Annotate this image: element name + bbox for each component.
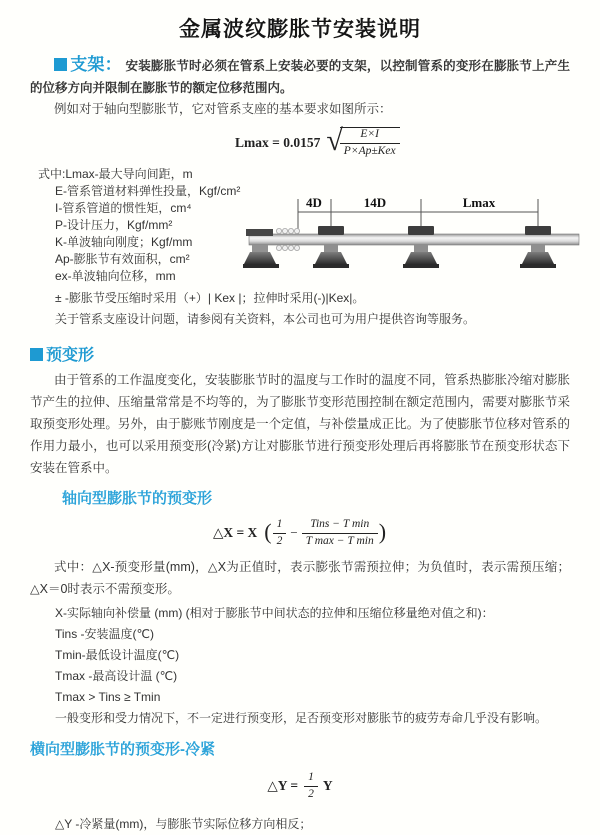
page-title: 金属波纹膨胀节安装说明 xyxy=(179,18,421,41)
definitions-and-diagram xyxy=(30,166,570,330)
lmax-formula-fraction xyxy=(340,127,400,158)
axial-note: X-实际轴向补偿量 (mm) (相对于膨胀节中间状态的拉伸和压缩位移量绝对值之和)： xyxy=(55,606,494,620)
lmax-formula-lhs: Lmax = 0.0157 xyxy=(235,134,321,150)
pipe xyxy=(249,234,579,245)
lateral-note: △Y -冷紧量(mm)，与膨胀节实际位移方向相反； xyxy=(55,817,312,831)
definition-line: K-单波轴向刚度；Kgf/mm xyxy=(55,235,193,249)
lateral-formula xyxy=(30,771,570,801)
support-intro-text: 安装膨胀节时必须在管系上安装必要的支架，以控制管系的变形在膨胀节上产生的位移方向并限制在膨胀节的额定位移范围内。 xyxy=(30,59,570,95)
support-example-line: 例如对于轴向型膨胀节，它对管系支座的基本要求如图所示： xyxy=(54,102,392,116)
blue-square-icon xyxy=(54,58,67,71)
axial-formula-lhs: △X = X xyxy=(212,525,258,540)
pipe-support-diagram xyxy=(243,190,583,290)
axial-shizhong-paragraph: 式中：△X-预变形量(mm)，△X为正值时，表示膨张节需预拉伸；为负值时，表示需预压缩；△X＝0时表示不需预变形。 xyxy=(30,560,570,596)
guide-support xyxy=(403,226,439,268)
dim-label-lmax: Lmax xyxy=(462,195,496,210)
predeform-heading-label: 预变形 xyxy=(46,347,95,364)
support-section-heading xyxy=(54,55,122,74)
axial-formula xyxy=(30,518,570,548)
definition-line: I-管系管道的惯性矩，cm⁴ xyxy=(55,201,192,215)
predeform-section-heading xyxy=(30,342,570,365)
fraction-denominator: T max − T min xyxy=(305,534,374,547)
fraction-denominator: 2 xyxy=(308,787,314,800)
minus-operator: − xyxy=(290,525,298,540)
dim-label-4d: 4D xyxy=(306,195,322,210)
axial-note: Tmin-最低设计温度(℃) xyxy=(55,648,180,662)
fraction-numerator: Tins − T min xyxy=(302,518,378,534)
definition-line: ex-单波轴向位移，mm xyxy=(55,269,176,283)
fraction-denominator: 2 xyxy=(276,534,283,547)
lateral-subsection-heading: 横向型膨胀节的预变形-冷紧 xyxy=(30,741,215,758)
support-heading-label: 支架： xyxy=(70,55,122,74)
axial-note: Tmax > Tins ≥ Tmin xyxy=(55,690,161,704)
support-intro-paragraph xyxy=(30,54,570,99)
fraction-numerator: E×I xyxy=(340,128,400,144)
definition-line: 式中:Lmax-最大导向间距，m xyxy=(38,167,193,181)
plusminus-note: ± -膨胀节受压缩时采用（+）| Kex |；拉伸时采用(-)|Kex|。 xyxy=(55,291,365,305)
axial-subsection-heading: 轴向型膨胀节的预变形 xyxy=(62,490,213,507)
radical-sign: √ xyxy=(326,123,343,157)
guide-support xyxy=(520,226,556,268)
guide-support xyxy=(313,226,349,268)
half-fraction xyxy=(304,771,318,801)
left-paren: ( xyxy=(264,519,272,544)
lateral-formula-rhs: Y xyxy=(322,778,333,793)
predeform-paragraph: 由于管系的工作温度变化，安装膨胀节时的温度与工作时的温度不同，管系热膨胀冷缩对膨胀节产生的拉伸、压缩量常常是不均等的，为了膨胀节变形范围控制在额定范围内，需要对膨胀节采取预变形处理。另外，由于膨账节刚度是一个定值，与补偿量成正比。为了使膨胀节位移对管系的作用力最小，也可以采用预变形(冷紧)方让对膨胀节进行预变形处理后再将膨胀节在预变形状态下安装在管系中。 xyxy=(30,373,570,475)
fraction-numerator: 1 xyxy=(304,771,318,787)
definition-line: Ap-膨胀节有效面积，cm² xyxy=(55,252,190,266)
lmax-formula xyxy=(235,123,570,158)
definition-line: P-设计压力，Kgf/mm² xyxy=(55,218,173,232)
support-advice-note: 关于管系支座设计问题，请参阅有关资料，本公司也可为用户提供咨询等服务。 xyxy=(55,312,476,326)
fraction-denominator: P×Ap±Kex xyxy=(343,144,396,157)
temperature-fraction xyxy=(302,518,378,548)
fraction-numerator: 1 xyxy=(273,518,287,534)
half-fraction xyxy=(273,518,287,548)
blue-square-icon xyxy=(30,348,43,361)
lateral-formula-lhs: △Y = xyxy=(267,778,299,793)
axial-note: Tins -安装温度(℃) xyxy=(55,627,155,641)
definition-line: E-管系管道材料弹性投量，Kgf/cm² xyxy=(55,184,241,198)
axial-note: Tmax -最高设计温 (℃) xyxy=(55,669,178,683)
dim-label-14d: 14D xyxy=(363,195,387,210)
right-paren: ) xyxy=(378,519,387,544)
axial-note: 一般变形和受力情况下，不一定进行预变形，足否预变形对膨胀节的疲劳寿命几乎没有影响。 xyxy=(55,711,548,725)
